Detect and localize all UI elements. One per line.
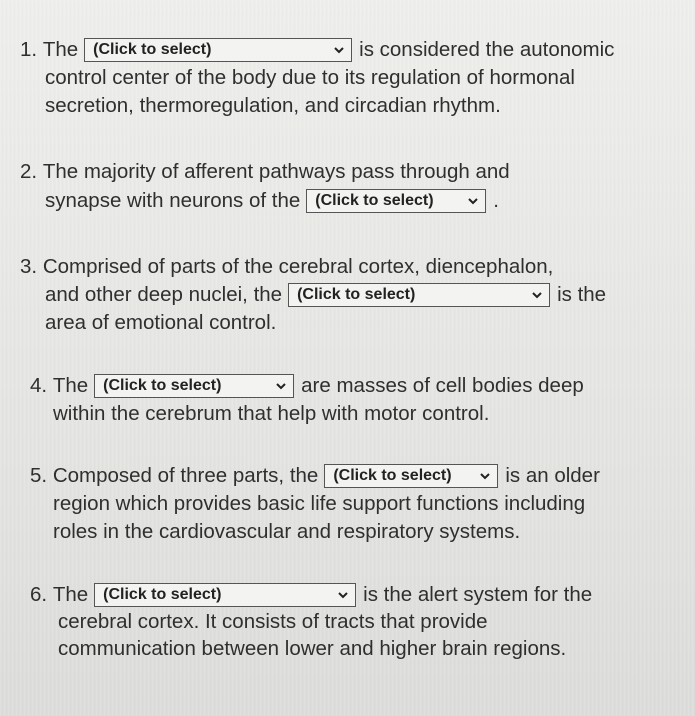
question-text: cerebral cortex. It consists of tracts that provide [58, 610, 488, 633]
answer-dropdown-5[interactable] [324, 464, 498, 488]
question-line [53, 519, 520, 545]
question-text: and other deep nuclei, the [45, 283, 283, 306]
chevron-down-icon [333, 44, 345, 56]
question-text: secretion, thermoregulation, and circadian rhythm. [45, 94, 501, 117]
question-number: 4. [30, 374, 48, 397]
chevron-down-icon [467, 195, 479, 207]
dropdown-value: (Click to select) [103, 586, 222, 603]
chevron-down-icon [479, 470, 491, 482]
question-text: control center of the body due to its regulation of hormonal [45, 66, 575, 89]
question-text: are masses of cell bodies deep [301, 374, 584, 397]
question-line [20, 37, 614, 63]
question-text: within the cerebrum that help with motor control. [53, 402, 490, 425]
question-text: The majority of afferent pathways pass through and [42, 160, 510, 183]
chevron-down-icon [531, 289, 543, 301]
question-number: 6. [30, 583, 48, 606]
question-text: roles in the cardiovascular and respiratory systems. [53, 520, 521, 543]
answer-dropdown-6[interactable] [94, 583, 356, 607]
answer-dropdown-1[interactable] [84, 38, 352, 62]
question-line [20, 254, 553, 280]
question-line [45, 282, 606, 308]
question-line [45, 310, 276, 336]
question-text: Comprised of parts of the cerebral cortex, diencephalon, [42, 255, 554, 278]
question-line [30, 582, 592, 608]
answer-dropdown-2[interactable] [306, 189, 486, 213]
question-text: is an older [505, 464, 600, 487]
question-line [45, 65, 575, 91]
question-text: is the alert system for the [363, 583, 593, 606]
question-line [58, 636, 566, 662]
question-line [53, 401, 489, 427]
question-line [30, 373, 584, 399]
answer-dropdown-3[interactable] [288, 283, 550, 307]
dropdown-value: (Click to select) [315, 192, 434, 209]
chevron-down-icon [275, 380, 287, 392]
question-number: 2. [20, 160, 38, 183]
dropdown-value: (Click to select) [333, 467, 452, 484]
question-text: . [493, 189, 499, 212]
question-text: Composed of three parts, the [52, 464, 319, 487]
chevron-down-icon [337, 589, 349, 601]
dropdown-value: (Click to select) [93, 41, 212, 58]
question-line [20, 159, 510, 185]
question-number: 5. [30, 464, 48, 487]
question-text: communication between lower and higher brain regions. [58, 637, 567, 660]
answer-dropdown-4[interactable] [94, 374, 294, 398]
question-number: 3. [20, 255, 38, 278]
question-line [53, 491, 585, 517]
question-text: region which provides basic life support functions including [53, 492, 586, 515]
question-text: is considered the autonomic [359, 38, 615, 61]
question-text: area of emotional control. [45, 311, 277, 334]
question-text: The [52, 583, 89, 606]
question-text: synapse with neurons of the [45, 189, 301, 212]
question-line [45, 188, 499, 214]
dropdown-value: (Click to select) [103, 377, 222, 394]
question-text: is the [557, 283, 607, 306]
dropdown-value: (Click to select) [297, 286, 416, 303]
question-line [58, 609, 488, 635]
question-text: The [52, 374, 89, 397]
question-number: 1. [20, 38, 38, 61]
question-line [30, 463, 600, 489]
question-line [45, 93, 501, 119]
question-text: The [42, 38, 79, 61]
